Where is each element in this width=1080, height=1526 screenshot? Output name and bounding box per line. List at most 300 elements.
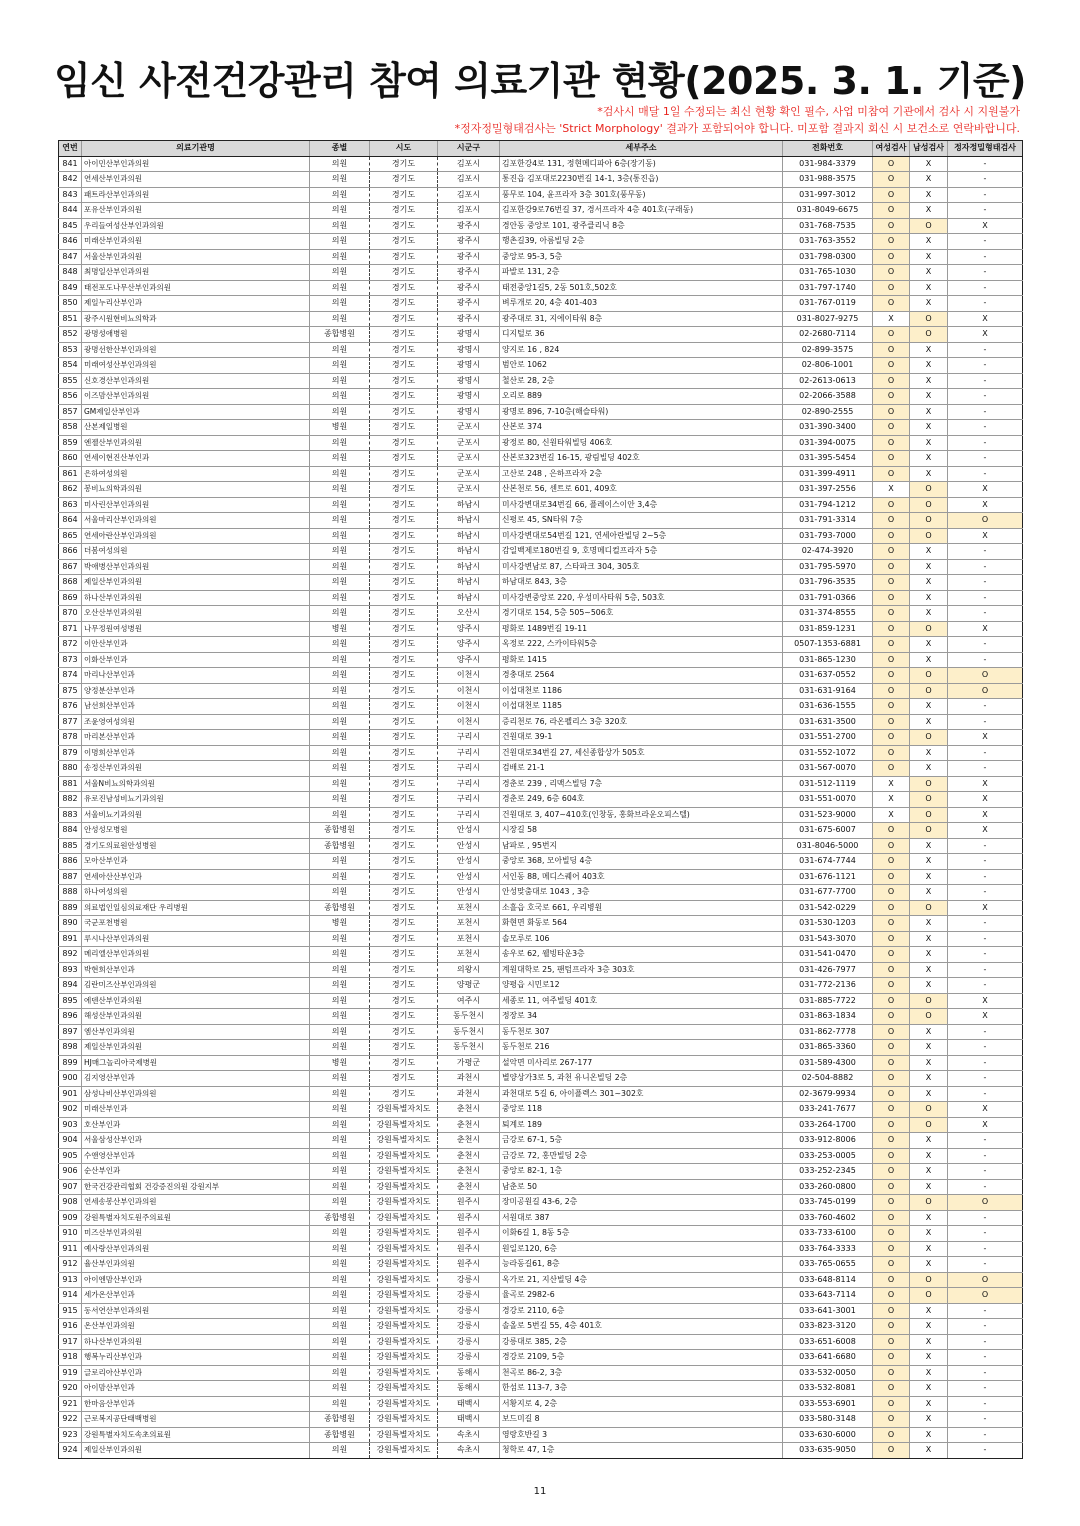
sperm-morphology-test: - [948,296,1023,312]
hospital-type: 의원 [310,404,370,420]
hospital-type: 종합병원 [310,823,370,839]
city: 김포시 [438,187,500,203]
sperm-morphology-test: - [948,1055,1023,1071]
address: 경안동 중앙로 101, 광주클리닉 8층 [500,218,783,234]
hospital-type: 의원 [310,652,370,668]
address: 평화로 1489번길 19-11 [500,621,783,637]
col-header-name: 의료기관명 [82,141,310,157]
male-test: O [910,792,948,808]
female-test: O [873,869,910,885]
hospital-name: 서울N비뇨의학과의원 [82,776,310,792]
province: 경기도 [370,342,438,358]
address: 청학로 47, 1층 [500,1443,783,1459]
table-row [59,776,1023,792]
hospital-name: 모아산부인과 [82,854,310,870]
city: 오산시 [438,606,500,622]
row-no: 889 [59,900,82,916]
hospital-name: 산본제일병원 [82,420,310,436]
female-test: O [873,218,910,234]
row-no: 922 [59,1412,82,1428]
table-row [59,1319,1023,1335]
province: 강원특별자치도 [370,1381,438,1397]
sperm-morphology-test: - [948,699,1023,715]
hospital-type: 의원 [310,807,370,823]
table-row [59,1055,1023,1071]
province: 경기도 [370,327,438,343]
table-row [59,745,1023,761]
hospital-name: 미래산부인과의원 [82,234,310,250]
phone: 031-863-1834 [783,1009,873,1025]
female-test: O [873,1040,910,1056]
sperm-morphology-test: - [948,389,1023,405]
female-test: O [873,1226,910,1242]
hospital-name: 김란미즈산부인과의원 [82,978,310,994]
province: 경기도 [370,947,438,963]
province: 강원특별자치도 [370,1427,438,1443]
sperm-morphology-test: X [948,528,1023,544]
phone: 033-765-0655 [783,1257,873,1273]
table-row [59,947,1023,963]
sperm-morphology-test: X [948,1009,1023,1025]
city: 구리시 [438,792,500,808]
address: 시장길 58 [500,823,783,839]
city: 광주시 [438,234,500,250]
female-test: O [873,838,910,854]
phone: 031-865-1230 [783,652,873,668]
male-test: O [910,807,948,823]
address: 풍무로 104, 윤프라자 3층 301호(풍무동) [500,187,783,203]
hospital-name: 근로복지공단태백병원 [82,1412,310,1428]
page-number: 11 [533,1486,547,1497]
hospital-name: 우리들여성산부인과의원 [82,218,310,234]
city: 광주시 [438,218,500,234]
city: 구리시 [438,776,500,792]
province: 강원특별자치도 [370,1365,438,1381]
phone: 031-865-3360 [783,1040,873,1056]
phone: 02-2066-3588 [783,389,873,405]
female-test: O [873,172,910,188]
city: 양주시 [438,637,500,653]
row-no: 863 [59,497,82,513]
address: 원일로120, 6층 [500,1241,783,1257]
city: 김포시 [438,156,500,172]
hospital-table [58,140,1023,1459]
province: 강원특별자치도 [370,1396,438,1412]
city: 이천시 [438,668,500,684]
hospital-type: 병원 [310,916,370,932]
male-test: X [910,575,948,591]
address: 평화로 1415 [500,652,783,668]
table-row [59,1288,1023,1304]
address: 경춘로 249, 6층 604호 [500,792,783,808]
female-test: O [873,1164,910,1180]
male-test: X [910,1179,948,1195]
address: 양평읍 시민로12 [500,978,783,994]
male-test: O [910,1009,948,1025]
female-test: O [873,234,910,250]
city: 구리시 [438,730,500,746]
male-test: X [910,1040,948,1056]
female-test: O [873,1102,910,1118]
phone: 031-674-7744 [783,854,873,870]
province: 경기도 [370,296,438,312]
province: 경기도 [370,869,438,885]
female-test: O [873,652,910,668]
phone: 031-798-0300 [783,249,873,265]
phone: 033-760-4602 [783,1210,873,1226]
row-no: 854 [59,358,82,374]
table-row [59,311,1023,327]
table-row [59,1195,1023,1211]
phone: 033-241-7677 [783,1102,873,1118]
female-test: O [873,373,910,389]
hospital-type: 의원 [310,993,370,1009]
city: 과천시 [438,1086,500,1102]
female-test: O [873,575,910,591]
female-test: O [873,265,910,281]
male-test: X [910,838,948,854]
row-no: 893 [59,962,82,978]
province: 강원특별자치도 [370,1350,438,1366]
phone: 031-768-7535 [783,218,873,234]
province: 경기도 [370,1055,438,1071]
hospital-name: 미래여성산부인과의원 [82,358,310,374]
city: 양주시 [438,621,500,637]
address: 파발로 131, 2층 [500,265,783,281]
female-test: O [873,1303,910,1319]
hospital-type: 의원 [310,1257,370,1273]
hospital-type: 의원 [310,792,370,808]
province: 경기도 [370,978,438,994]
table-row [59,544,1023,560]
row-no: 843 [59,187,82,203]
phone: 031-765-1030 [783,265,873,281]
male-test: X [910,156,948,172]
table-row [59,1257,1023,1273]
hospital-type: 의원 [310,1040,370,1056]
row-no: 853 [59,342,82,358]
phone: 033-651-6008 [783,1334,873,1350]
table-row [59,668,1023,684]
hospital-name: 엔젤산부인과의원 [82,435,310,451]
table-row [59,1334,1023,1350]
row-no: 906 [59,1164,82,1180]
province: 경기도 [370,420,438,436]
hospital-type: 의원 [310,172,370,188]
hospital-type: 의원 [310,1117,370,1133]
phone: 033-553-6901 [783,1396,873,1412]
female-test: O [873,1241,910,1257]
hospital-type: 의원 [310,265,370,281]
male-test: X [910,1443,948,1459]
female-test: O [873,466,910,482]
phone: 033-823-3120 [783,1319,873,1335]
province: 경기도 [370,513,438,529]
phone: 02-504-8882 [783,1071,873,1087]
male-test: X [910,978,948,994]
address: 산본천로 56, 센트로 601, 409호 [500,482,783,498]
sperm-morphology-test: - [948,342,1023,358]
hospital-type: 의원 [310,1334,370,1350]
city: 동해시 [438,1381,500,1397]
address: 옥정로 222, 스카이타워5층 [500,637,783,653]
female-test: O [873,404,910,420]
table-row [59,528,1023,544]
female-test: O [873,342,910,358]
city: 춘천시 [438,1164,500,1180]
province: 경기도 [370,885,438,901]
city: 이천시 [438,714,500,730]
male-test: X [910,1319,948,1335]
address: 서황지로 4, 2층 [500,1396,783,1412]
row-no: 850 [59,296,82,312]
sperm-morphology-test: - [948,172,1023,188]
province: 경기도 [370,234,438,250]
sperm-morphology-test: - [948,962,1023,978]
city: 춘천시 [438,1117,500,1133]
female-test: O [873,249,910,265]
row-no: 873 [59,652,82,668]
province: 경기도 [370,389,438,405]
female-test: O [873,358,910,374]
female-test: O [873,296,910,312]
hospital-type: 의원 [310,1195,370,1211]
sperm-morphology-test: X [948,993,1023,1009]
hospital-type: 의원 [310,1303,370,1319]
city: 군포시 [438,482,500,498]
table-row [59,838,1023,854]
hospital-name: 서울마리산부인과의원 [82,513,310,529]
row-no: 923 [59,1427,82,1443]
province: 경기도 [370,761,438,777]
row-no: 881 [59,776,82,792]
hospital-name: 안성성모병원 [82,823,310,839]
city: 광주시 [438,249,500,265]
row-no: 899 [59,1055,82,1071]
row-no: 921 [59,1396,82,1412]
province: 경기도 [370,497,438,513]
male-test: X [910,1024,948,1040]
address: 이섭대천로 1186 [500,683,783,699]
phone: 031-399-4911 [783,466,873,482]
female-test: O [873,1412,910,1428]
row-no: 860 [59,451,82,467]
address: 설악면 미사리로 267-177 [500,1055,783,1071]
male-test: X [910,404,948,420]
address: 과천대로 5길 6, 아이플렉스 301~302호 [500,1086,783,1102]
address: 산본로 374 [500,420,783,436]
hospital-name: 양정분산부인과 [82,683,310,699]
row-no: 913 [59,1272,82,1288]
phone: 033-648-8114 [783,1272,873,1288]
table-row [59,373,1023,389]
phone: 031-552-1072 [783,745,873,761]
row-no: 846 [59,234,82,250]
city: 광명시 [438,373,500,389]
table-row [59,885,1023,901]
sperm-morphology-test: X [948,311,1023,327]
hospital-type: 의원 [310,234,370,250]
hospital-type: 의원 [310,947,370,963]
province: 경기도 [370,1040,438,1056]
hospital-type: 의원 [310,528,370,544]
row-no: 909 [59,1210,82,1226]
female-test: X [873,792,910,808]
address: 김포한강4로 131, 정현메디파아 6층(장기동) [500,156,783,172]
hospital-name: 제일산부인과의원 [82,1040,310,1056]
hospital-type: 의원 [310,776,370,792]
province: 경기도 [370,652,438,668]
male-test: X [910,1412,948,1428]
phone: 031-530-1203 [783,916,873,932]
phone: 031-796-3535 [783,575,873,591]
hospital-type: 의원 [310,668,370,684]
city: 하남시 [438,528,500,544]
table-row [59,931,1023,947]
table-row [59,280,1023,296]
address: 보드미길 8 [500,1412,783,1428]
sperm-morphology-test: X [948,823,1023,839]
table-row [59,404,1023,420]
row-no: 869 [59,590,82,606]
sperm-morphology-test: - [948,1133,1023,1149]
address: 금강로 72, 홍만빌딩 2층 [500,1148,783,1164]
hospital-type: 의원 [310,885,370,901]
table-row [59,249,1023,265]
phone: 031-988-3575 [783,172,873,188]
address: 능라동길61, 8층 [500,1257,783,1273]
sperm-morphology-test: X [948,497,1023,513]
male-test: X [910,1210,948,1226]
hospital-name: 광명성애병원 [82,327,310,343]
phone: 031-767-0119 [783,296,873,312]
row-no: 845 [59,218,82,234]
female-test: O [873,1148,910,1164]
hospital-name: 광주시원현비뇨의학과 [82,311,310,327]
province: 경기도 [370,621,438,637]
sperm-morphology-test: - [948,1319,1023,1335]
sperm-morphology-test: - [948,869,1023,885]
table-row [59,420,1023,436]
address: 서인동 88, 메디스퀘어 403호 [500,869,783,885]
table-row [59,1086,1023,1102]
sperm-morphology-test: - [948,435,1023,451]
city: 원주시 [438,1226,500,1242]
province: 경기도 [370,373,438,389]
hospital-type: 의원 [310,1024,370,1040]
male-test: X [910,590,948,606]
province: 경기도 [370,1024,438,1040]
city: 강릉시 [438,1288,500,1304]
female-test: O [873,931,910,947]
hospital-type: 종합병원 [310,900,370,916]
sperm-morphology-test: - [948,373,1023,389]
province: 경기도 [370,606,438,622]
hospital-name: 글로리아산부인과 [82,1365,310,1381]
female-test: O [873,1009,910,1025]
row-no: 858 [59,420,82,436]
address: 이섭대천로 1185 [500,699,783,715]
male-test: O [910,1288,948,1304]
hospital-name: 하나산부인과의원 [82,1334,310,1350]
male-test: O [910,776,948,792]
male-test: X [910,559,948,575]
female-test: O [873,962,910,978]
female-test: O [873,513,910,529]
sperm-morphology-test: - [948,265,1023,281]
table-row [59,482,1023,498]
phone: 031-589-4300 [783,1055,873,1071]
female-test: O [873,1086,910,1102]
address: 강릉대로 385, 2층 [500,1334,783,1350]
sperm-morphology-test: - [948,652,1023,668]
hospital-type: 의원 [310,451,370,467]
sperm-morphology-test: - [948,575,1023,591]
table-row [59,1365,1023,1381]
city: 군포시 [438,466,500,482]
sperm-morphology-test: - [948,249,1023,265]
address: 중앙로 82-1, 1층 [500,1164,783,1180]
phone: 02-806-1001 [783,358,873,374]
city: 춘천시 [438,1133,500,1149]
province: 경기도 [370,854,438,870]
hospital-type: 의원 [310,606,370,622]
female-test: O [873,1365,910,1381]
hospital-name: 동서연산부인과의원 [82,1303,310,1319]
city: 군포시 [438,435,500,451]
row-no: 849 [59,280,82,296]
female-test: O [873,1117,910,1133]
city: 춘천시 [438,1102,500,1118]
province: 강원특별자치도 [370,1117,438,1133]
sperm-morphology-test: - [948,1210,1023,1226]
province: 경기도 [370,1071,438,1087]
male-test: O [910,1117,948,1133]
hospital-type: 병원 [310,420,370,436]
sperm-morphology-test: X [948,621,1023,637]
male-test: X [910,1381,948,1397]
address: 경강로 2110, 6층 [500,1303,783,1319]
city: 여주시 [438,993,500,1009]
phone: 031-523-9000 [783,807,873,823]
female-test: O [873,590,910,606]
hospital-name: 송정산부인과의원 [82,761,310,777]
province: 경기도 [370,776,438,792]
row-no: 911 [59,1241,82,1257]
row-no: 864 [59,513,82,529]
hospital-type: 의원 [310,280,370,296]
male-test: X [910,373,948,389]
male-test: X [910,296,948,312]
table-row [59,203,1023,219]
table-row [59,683,1023,699]
phone: 031-862-7778 [783,1024,873,1040]
city: 동두천시 [438,1024,500,1040]
row-no: 914 [59,1288,82,1304]
table-row [59,1272,1023,1288]
hospital-name: HJ매그놀리아국제병원 [82,1055,310,1071]
hospital-name: 수앤영산부인과 [82,1148,310,1164]
male-test: O [910,683,948,699]
city: 군포시 [438,420,500,436]
hospital-type: 의원 [310,1086,370,1102]
table-row [59,978,1023,994]
hospital-name: 하나여성의원 [82,885,310,901]
phone: 02-2680-7114 [783,327,873,343]
hospital-type: 종합병원 [310,1427,370,1443]
city: 포천시 [438,900,500,916]
sperm-morphology-test: - [948,1303,1023,1319]
